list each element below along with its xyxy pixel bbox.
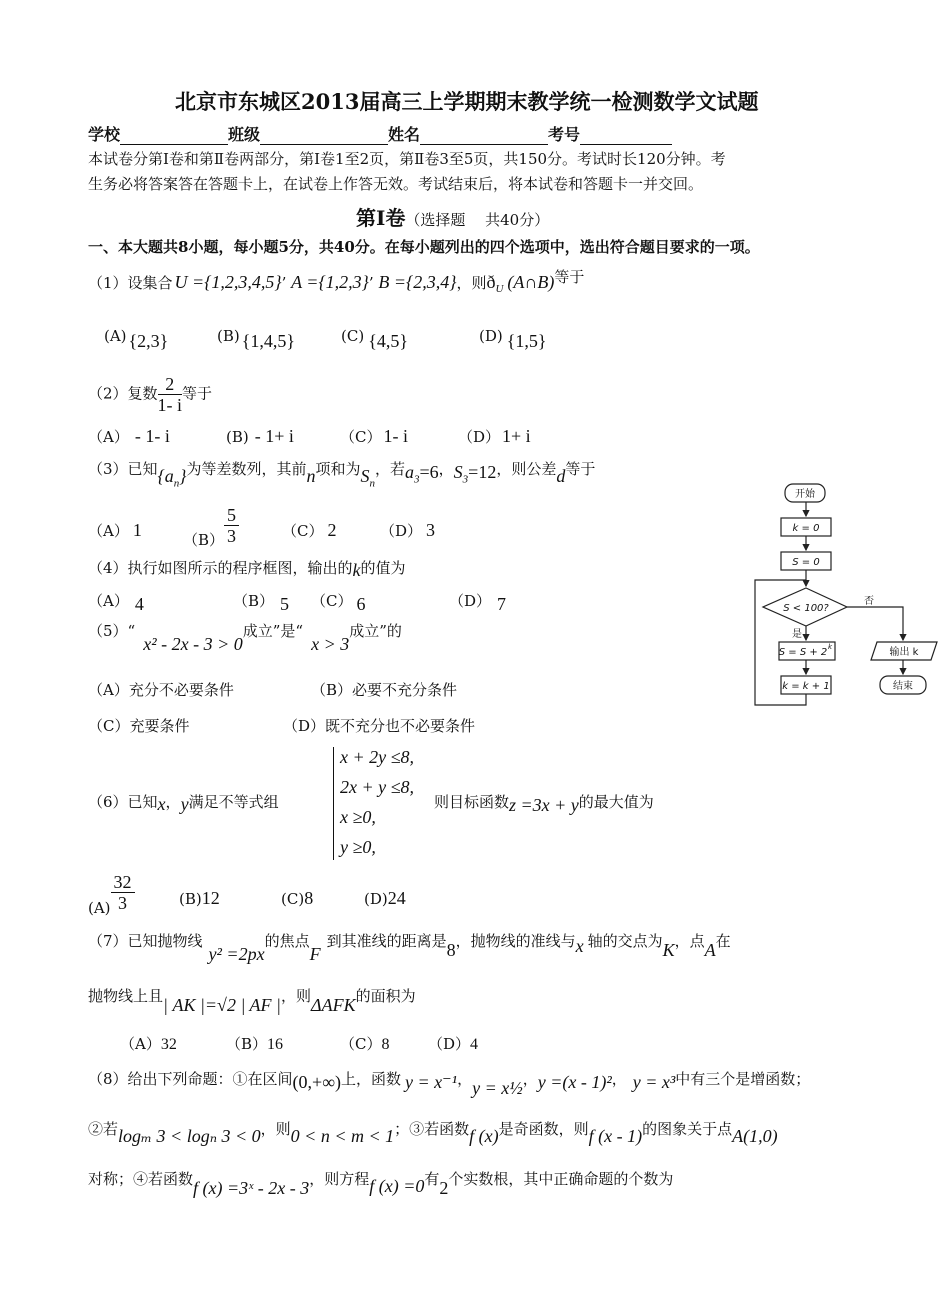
q5-option-c: （C）充要条件 — [88, 717, 190, 735]
q3-sequence: $\{a_n\}$ — [157, 466, 187, 490]
q1-prefix: （1）设集合 — [88, 274, 173, 292]
question-8: （8）给出下列命题：①在区间(0,+∞)上，函数 y = x⁻¹，y = x½，y =(x - 1)²， y = x³中有三个是增函数； — [88, 1070, 811, 1098]
q3-option-a: （A） 1 — [88, 520, 142, 540]
q2-option-d: （D） 1+ i — [458, 426, 531, 446]
flow-start-label: 开始 — [795, 489, 815, 500]
question-5: （5）“x² - 2x - 3 > 0成立”是“x > 3成立”的 — [88, 622, 402, 654]
q6-ineq-1: x + 2y ≤8, — [340, 747, 415, 767]
q7-option-b: （B）16 — [226, 1035, 284, 1053]
class-blank[interactable] — [260, 128, 388, 145]
q1-suffix: 等于 — [554, 268, 585, 286]
flow-update-label: S = S + 2 — [778, 647, 828, 658]
q3-option-d: （D） 3 — [380, 520, 436, 540]
q6-option-b: (B)12 — [179, 888, 220, 908]
q6-ineq-3: x ≥0, — [340, 807, 376, 827]
q6-option-a: (A) $\frac{32}{3}$ — [88, 872, 135, 913]
school-label: 学校 — [88, 125, 121, 144]
flow-s0-label: S = 0 — [792, 557, 820, 568]
flow-update-exponent: k — [827, 643, 833, 651]
q6-option-c: (C)8 — [281, 888, 314, 908]
q6-ineq-2: 2x + y ≤8, — [340, 777, 415, 797]
q6-system-brace — [333, 747, 334, 860]
q1-option-c: (C) {4,5} — [341, 327, 408, 351]
q2-prefix: （2）复数 — [88, 384, 158, 403]
q2-fraction: $\frac{2}{1- i}$ — [157, 374, 183, 415]
part1-instructions: 一、本大题共8小题，每小题5分，共40分。在每小题列出的四个选项中，选出符合题目要求的一项。 — [88, 238, 760, 256]
name-blank[interactable] — [420, 128, 548, 145]
question-2 — [88, 374, 212, 415]
class-label: 班级 — [228, 125, 261, 144]
q3-option-c: （C） 2 — [282, 520, 337, 540]
q4-option-c: （C） 6 — [311, 592, 366, 614]
q1-option-d: (D) {1,5} — [479, 327, 547, 351]
q3-cond1: $a_3=6$ — [405, 462, 439, 486]
name-label: 姓名 — [388, 125, 421, 144]
q7-option-a: （A）32 — [120, 1035, 177, 1053]
question-6: （6）已知x，y满足不等式组 — [88, 793, 279, 814]
q4-option-b: （B） 5 — [233, 592, 290, 614]
q5-option-a: （A）充分不必要条件 — [88, 681, 234, 699]
number-blank[interactable] — [580, 128, 672, 145]
flow-k0-label: k = 0 — [792, 523, 820, 534]
q1-complement-symbol: ð — [486, 272, 496, 292]
q5-option-b: （B）必要不充分条件 — [311, 681, 458, 699]
q4-option-d: （D） 7 — [449, 592, 507, 614]
flow-no-label: 否 — [864, 596, 874, 607]
number-label: 考号 — [548, 125, 581, 144]
question-7: （7）已知抛物线y² =2px的焦点F到其准线的距离是8，抛物线的准线与x 轴的交点为K，点A在 — [88, 932, 731, 964]
q1-option-b: (B) {1,4,5} — [217, 327, 296, 351]
q5-option-d: （D）既不充分也不必要条件 — [283, 717, 476, 735]
q8-line-3: 对称；④若函数f (x) =3ˣ - 2x - 3，则方程f (x) =0有2个实数根，其中正确命题的个数为 — [88, 1170, 674, 1198]
flow-end-label: 结束 — [893, 681, 913, 692]
school-blank[interactable] — [120, 128, 228, 145]
q2-option-b: (B) - 1+ i — [226, 426, 294, 446]
q2-option-a: （A） - 1- i — [88, 426, 170, 446]
flowchart — [745, 476, 940, 711]
q6-option-d: (D)24 — [364, 888, 406, 908]
flow-cond-label: S < 100? — [783, 603, 829, 614]
q1-set-b: B ={2,3,4} — [378, 272, 457, 292]
q4-option-a: （A） 4 — [88, 592, 144, 614]
q1-option-a: (A) {2,3} — [104, 327, 169, 351]
section-subtitle: （选择题 共40分） — [405, 211, 550, 229]
header-fields — [88, 122, 672, 145]
flow-inc-label: k = k + 1 — [782, 681, 830, 692]
q2-option-c: （C） 1- i — [340, 426, 408, 446]
page-title: 北京市东城区2013届高三上学期期末教学统一检测数学文试题 — [175, 89, 759, 114]
q7-option-c: （C）8 — [340, 1035, 390, 1053]
q1-set-a: A ={1,2,3} — [291, 272, 369, 292]
q3-cond2: $S_3=12$ — [453, 462, 497, 486]
flow-yes-label: 是 — [792, 629, 802, 640]
flow-output-label: 输出 k — [889, 647, 919, 658]
q8-line-2: ②若logₘ 3 < logₙ 3 < 0，则0 < n < m < 1；③若函数f (x)是奇函数，则f (x - 1)的图象关于点A(1,0) — [88, 1120, 778, 1146]
q2-suffix: 等于 — [182, 384, 213, 403]
question-1: （1）设集合 U ={1,2,3,4,5}’ A ={1,2,3}’ B ={2,3,4}，则$ð_U$ (A∩B)等于 — [88, 268, 585, 295]
q1-complement-sub: U — [495, 283, 504, 295]
q1-intersection: (A∩B) — [507, 272, 555, 292]
question-3: （3）已知$\{a_n\}$为等差数列，其前n项和为$S_n$，若$a_3=6$，$S_3=12$，则公差d等于 — [88, 460, 596, 490]
q6-ineq-4: y ≥0, — [340, 837, 376, 857]
section-title: 第Ⅰ卷 — [356, 206, 406, 230]
notice-line-2: 生务必将答案答在答题卡上，在试卷上作答无效。考试结束后，将本试卷和答题卡一并交回。 — [88, 175, 704, 193]
q6-objective: 则目标函数z =3x + y的最大值为 — [434, 793, 654, 815]
question-4: （4）执行如图所示的程序框图，输出的k的值为 — [88, 559, 406, 580]
q3-option-b: （B） $\frac{5}{3}$ — [183, 505, 239, 546]
section-header — [356, 202, 549, 231]
q1-then: ，则 — [456, 274, 487, 292]
q3-sum: $S_n$ — [360, 466, 375, 490]
notice-line-1: 本试卷分第Ⅰ卷和第Ⅱ卷两部分，第Ⅰ卷1至2页，第Ⅱ卷3至5页，共150分。考试时长120分钟。考 — [88, 150, 726, 168]
q7-option-d: （D）4 — [428, 1035, 479, 1053]
q7-line-2: 抛物线上且| AK |=√2 | AF |，则ΔAFK的面积为 — [88, 987, 416, 1015]
q1-set-u: U ={1,2,3,4,5} — [174, 272, 282, 292]
